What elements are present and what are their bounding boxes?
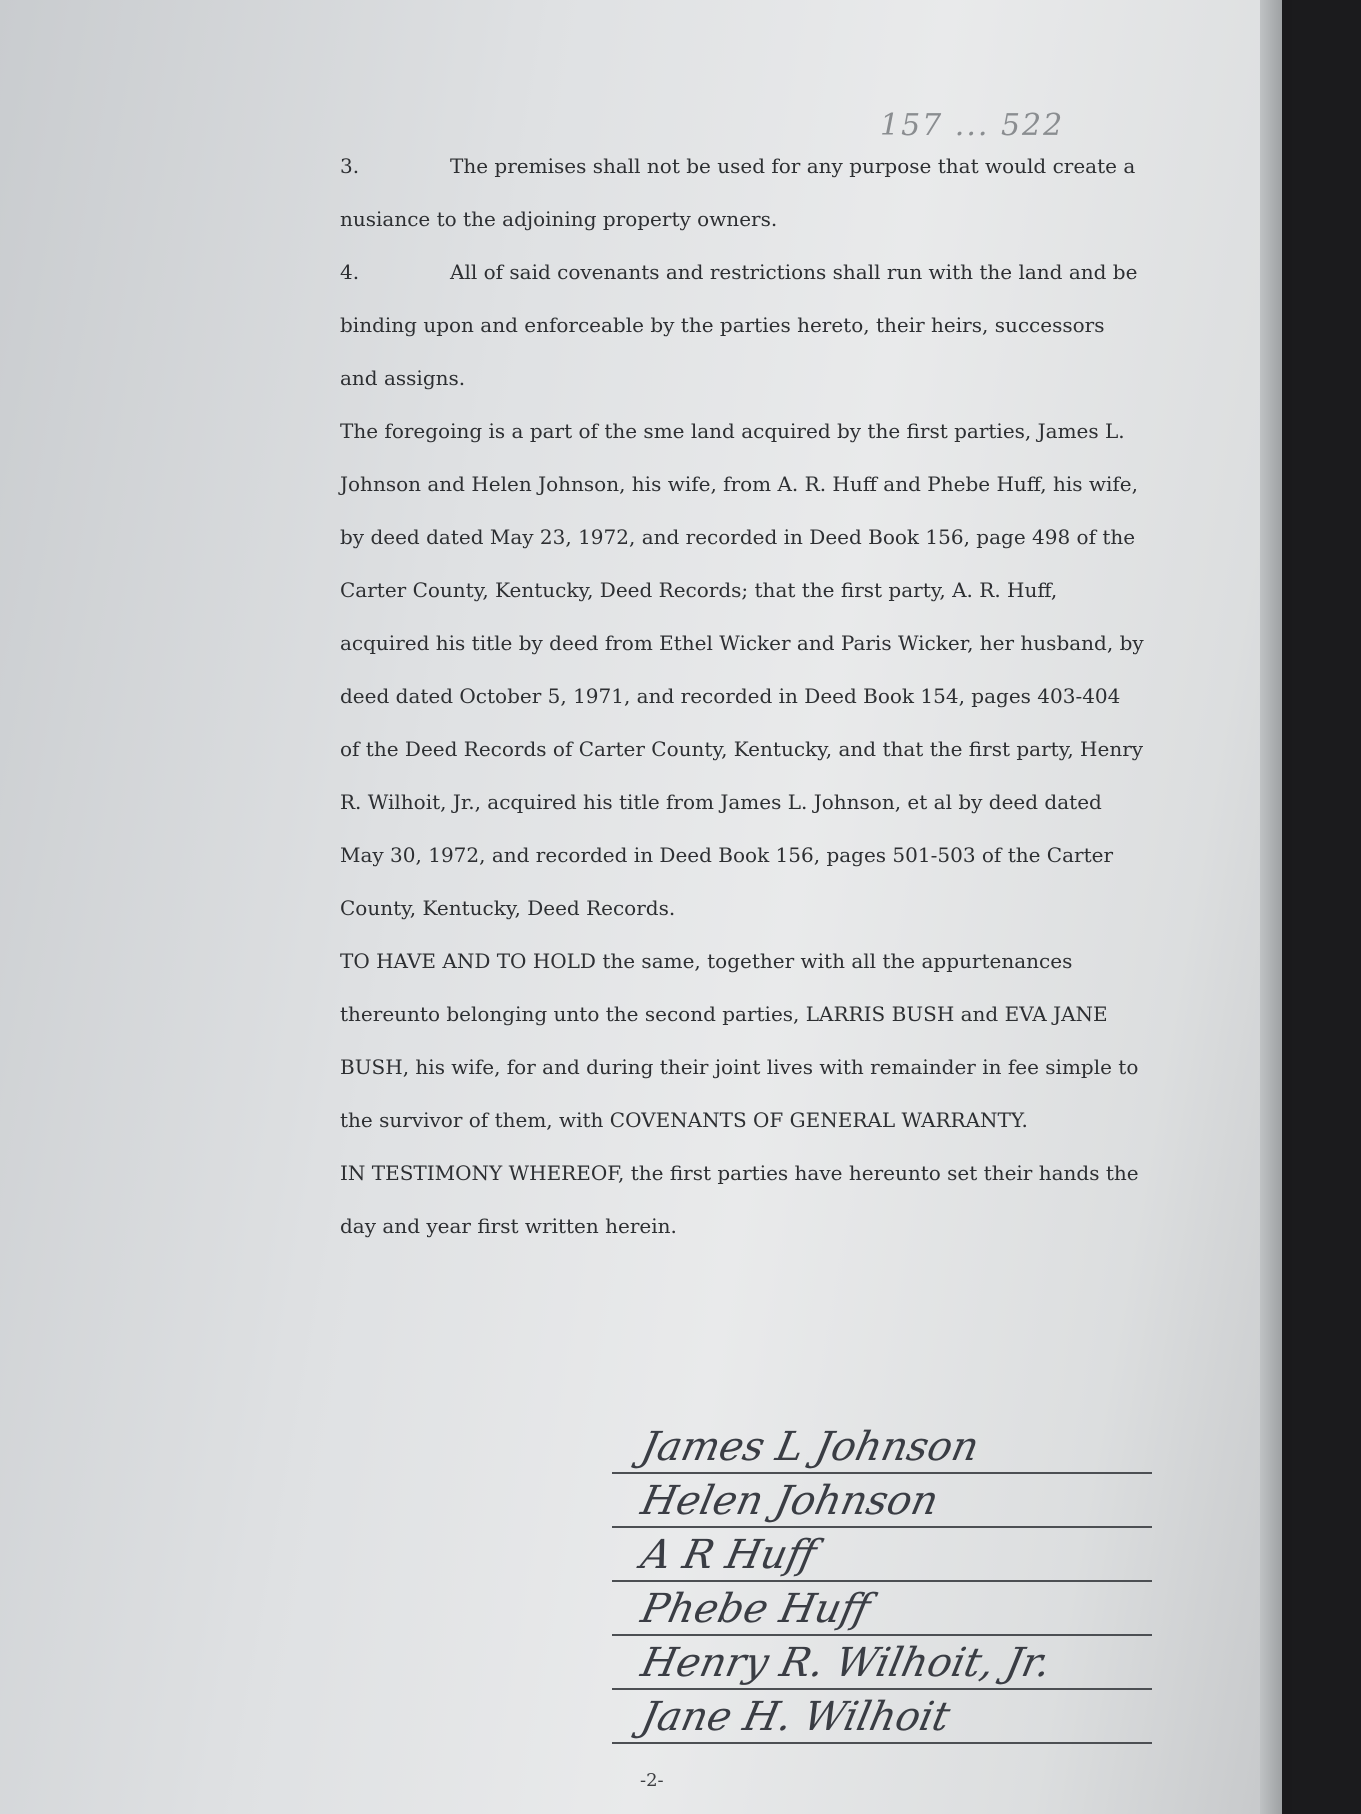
covenant-3 — [160, 140, 1145, 246]
habendum-paragraph: TO HAVE AND TO HOLD the same, together with all the appurtenances thereunto belonging unto the second parties, LARRIS BUSH and EVA JANE BUSH, his wife, for and during their joint lives with remainder in fee simple to the survivor of them, with COVENANTS OF GENERAL WARRANTY. — [340, 949, 1139, 1132]
book-page-stamp: 157 ... 522 — [880, 108, 1065, 143]
signature-helen-johnson: Helen Johnson — [637, 1478, 943, 1524]
signature-line — [612, 1636, 1152, 1690]
signature-henry-wilhoit: Henry R. Wilhoit, Jr. — [637, 1640, 1055, 1686]
page-number: -2- — [640, 1770, 664, 1791]
covenant-4-number: 4. — [340, 260, 360, 284]
signature-phebe-huff: Phebe Huff — [637, 1586, 875, 1632]
signature-james-johnson: James L Johnson — [637, 1424, 983, 1470]
chain-of-title-paragraph: The foregoing is a part of the sme land acquired by the first parties, James L. Johnson and Helen Johnson, his wife, from A. R. Huff and Phebe Huff, his wife, by deed dated May 23, 1972, and recorded in Deed Book 156, page 498 of the Carter County, Kentucky, Deed Records; that the first party, A. R. Huff, acquired his title by deed from Ethel Wicker and Paris Wicker, her husband, by deed dated October 5, 1971, and recorded in Deed Book 154, pages 403-404 of the Deed Records of Carter County, Kentucky, and that the first party, Henry R. Wilhoit, Jr., acquired his title from James L. Johnson, et al by deed dated May 30, 1972, and recorded in Deed Book 156, pages 501-503 of the Carter County, Kentucky, Deed Records. — [340, 419, 1144, 920]
deed-body — [160, 140, 1145, 1253]
signature-line — [612, 1582, 1152, 1636]
signature-line — [612, 1474, 1152, 1528]
covenant-3-text: The premises shall not be used for any purpose that would create a nusiance to the adjoining property owners. — [340, 154, 1136, 231]
signature-line — [612, 1690, 1152, 1744]
covenant-4 — [160, 246, 1145, 405]
signature-block — [612, 1420, 1152, 1744]
testimony-paragraph: IN TESTIMONY WHEREOF, the first parties have hereunto set their hands the day and year first written herein. — [340, 1161, 1139, 1238]
signature-line — [612, 1528, 1152, 1582]
signature-ar-huff: A R Huff — [637, 1532, 821, 1578]
signature-jane-wilhoit: Jane H. Wilhoit — [637, 1694, 954, 1740]
signature-line — [612, 1420, 1152, 1474]
covenant-4-text: All of said covenants and restrictions shall run with the land and be binding upon and enforceable by the parties hereto, their heirs, successors and assigns. — [340, 260, 1138, 390]
covenant-3-number: 3. — [340, 154, 360, 178]
underlying-sheet-edge — [1260, 0, 1282, 1814]
